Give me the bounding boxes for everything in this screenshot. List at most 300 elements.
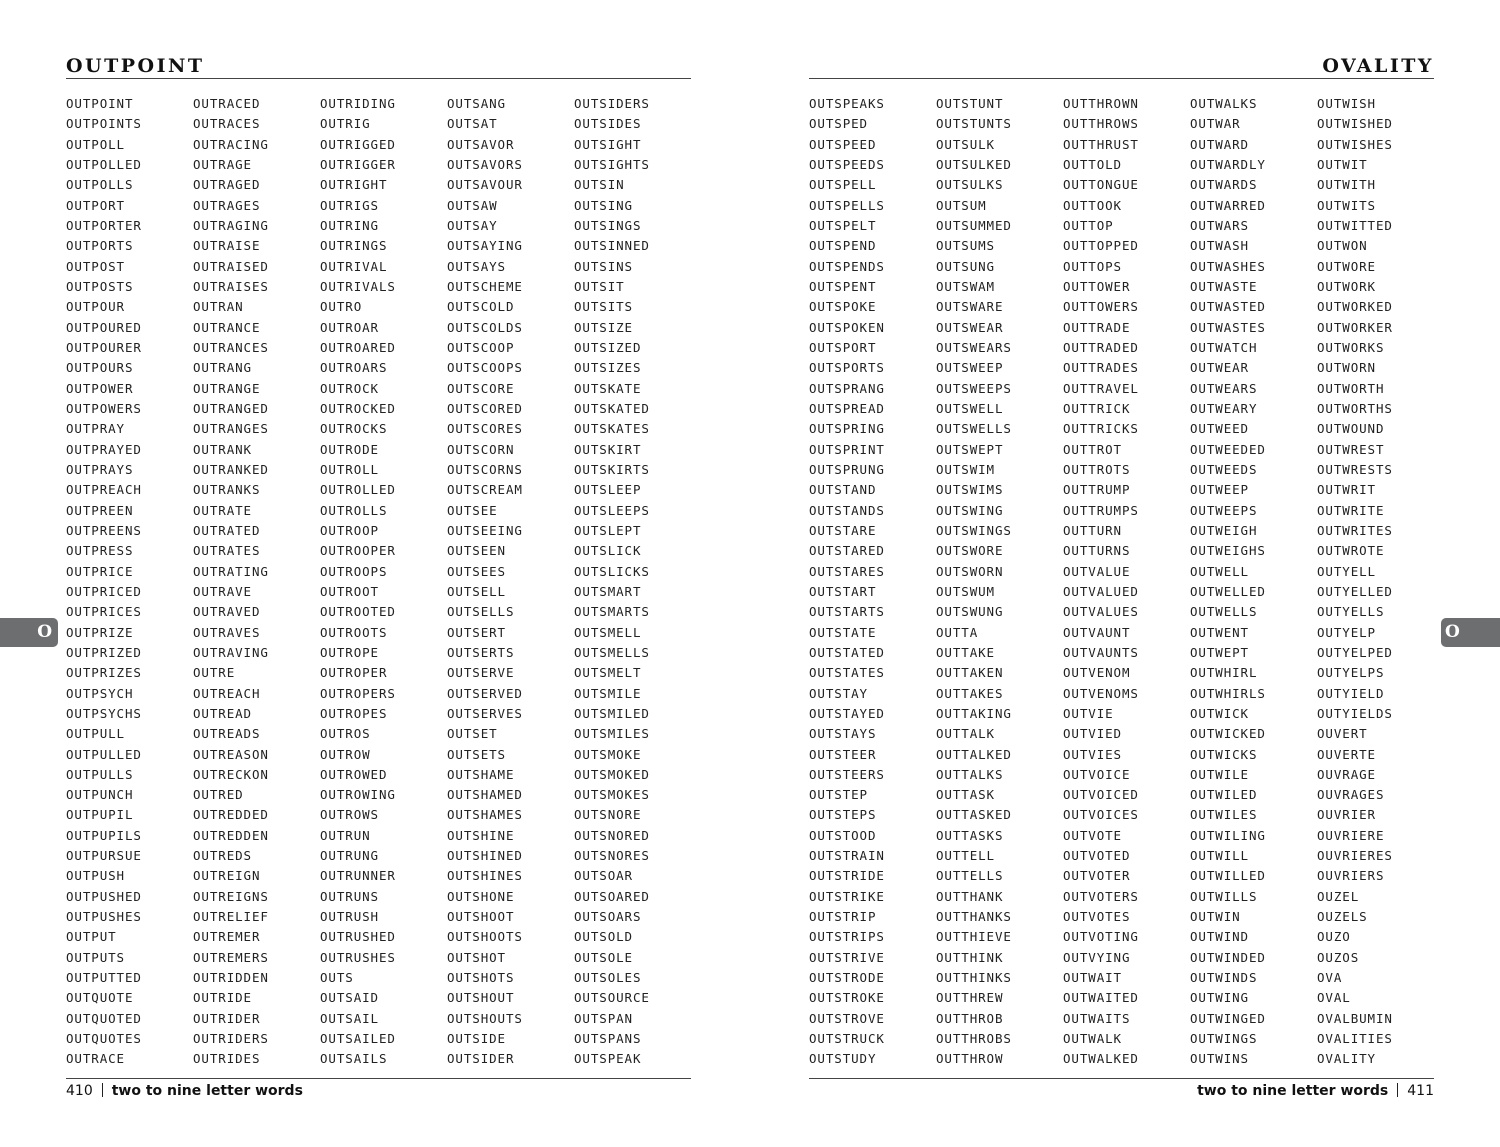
word-entry: OUTS <box>320 970 354 986</box>
word-entry: OUTPUPIL <box>66 807 134 823</box>
word-entry: OUTWEEPS <box>1190 502 1258 518</box>
word-entry: OUTSPEED <box>809 136 877 152</box>
word-entry: OUTWASH <box>1190 238 1249 254</box>
word-entry: OUTSTRIPS <box>809 929 885 945</box>
word-entry: OUTSTART <box>809 583 877 599</box>
word-entry: OUTREMERS <box>193 949 269 965</box>
word-entry: OUTVOTE <box>1063 827 1122 843</box>
word-entry: OUTSAW <box>447 197 498 213</box>
word-entry: OUTSLEPT <box>574 522 642 538</box>
word-entry: OUTSERVED <box>447 685 523 701</box>
word-entry: OUTSMILED <box>574 705 650 721</box>
word-entry: OUTRIGS <box>320 197 379 213</box>
word-entry: OUTSMART <box>574 583 642 599</box>
word-entry: OVALBUMIN <box>1317 1010 1393 1026</box>
word-entry: OUTYELL <box>1317 563 1376 579</box>
thumb-index-tab-right <box>1441 618 1500 647</box>
word-entry: OUTVIED <box>1063 726 1122 742</box>
word-entry: OUTSOURCE <box>574 990 650 1006</box>
word-entry: OUTROPES <box>320 705 388 721</box>
word-entry: OUTTHRUST <box>1063 136 1139 152</box>
word-entry: OUTREMER <box>193 929 261 945</box>
word-entry: OUTSWIM <box>936 461 995 477</box>
word-entry: OUTVOTER <box>1063 868 1131 884</box>
word-entry: OUTRAISES <box>193 278 269 294</box>
word-entry: OUTSTOOD <box>809 827 877 843</box>
word-entry: OUTRAGES <box>193 197 261 213</box>
word-entry: OUTVALUED <box>1063 583 1139 599</box>
word-entry: OUTVOTERS <box>1063 888 1139 904</box>
word-entry: OUTRO <box>320 299 363 315</box>
word-entry: OUTWITTED <box>1317 217 1393 233</box>
word-entry: OUTVOICES <box>1063 807 1139 823</box>
word-entry: OUTSWELLS <box>936 421 1012 437</box>
word-entry: OUTTONGUE <box>1063 177 1139 193</box>
word-entry: OUTSPED <box>809 116 868 132</box>
word-entry: OUTSCORED <box>447 400 523 416</box>
word-entry: OUTWELLED <box>1190 583 1266 599</box>
word-entry: OUVRIER <box>1317 807 1376 823</box>
word-entry: OUTTROTS <box>1063 461 1131 477</box>
word-entry: OUTSET <box>447 726 498 742</box>
word-entry: OUTRIDING <box>320 96 396 111</box>
page-header <box>66 56 691 79</box>
word-entry: OUTTELL <box>936 848 995 864</box>
word-entry: OUTTRADES <box>1063 360 1139 376</box>
word-entry: OUTSLEEPS <box>574 502 650 518</box>
word-entry: OUTPORTER <box>66 217 142 233</box>
word-entry: OUTRIG <box>320 116 371 132</box>
word-entry: OUTSWARE <box>936 299 1004 315</box>
word-entry: OUTRATING <box>193 563 269 579</box>
word-entry: OUTRACES <box>193 116 261 132</box>
word-entry: OUTSELLS <box>447 604 515 620</box>
word-entry: OUTSTATES <box>809 665 885 681</box>
word-entry: OUTTROT <box>1063 441 1122 457</box>
word-entry: OUTPUTS <box>66 949 125 965</box>
word-entry: OUTWARS <box>1190 217 1249 233</box>
word-entry: OUTWICKED <box>1190 726 1266 742</box>
word-entry: OUTRANGE <box>193 380 261 396</box>
word-entry: OUTSWEAR <box>936 319 1004 335</box>
word-entry: OUTTOOK <box>1063 197 1122 213</box>
word-entry: OUTWINGED <box>1190 1010 1266 1026</box>
word-entry: OUTVIES <box>1063 746 1122 762</box>
word-entry: OUTRUNS <box>320 888 379 904</box>
word-entry: OUTSAILS <box>320 1051 388 1067</box>
word-entry: OUTPOURS <box>66 360 134 376</box>
word-entry: OUVERTE <box>1317 746 1376 762</box>
word-entry: OUTSPENT <box>809 278 877 294</box>
word-entry: OUTRIDER <box>193 1010 261 1026</box>
word-entry: OUTSKATED <box>574 400 650 416</box>
word-entry: OUTSIDERS <box>574 96 650 111</box>
word-entry: OUTSOLD <box>574 929 633 945</box>
word-entry: OUTTASKED <box>936 807 1012 823</box>
word-entry: OUTSPEAKS <box>809 96 885 111</box>
footer-divider <box>809 1078 1434 1079</box>
word-entry: OUTSWEPT <box>936 441 1004 457</box>
word-entry: OUTWREST <box>1317 441 1385 457</box>
word-entry: OUTPOURED <box>66 319 142 335</box>
word-entry: OUTSAVORS <box>447 156 523 172</box>
word-entry: OUTSERVE <box>447 665 515 681</box>
page-number: 410 <box>66 1083 93 1099</box>
word-entry: OUTTHINKS <box>936 970 1012 986</box>
word-entry: OUTSWUNG <box>936 604 1004 620</box>
word-entry: OUVRAGES <box>1317 787 1385 803</box>
word-entry: OUTWASHES <box>1190 258 1266 274</box>
word-entry: OUTSOARED <box>574 888 650 904</box>
word-entry: OUTWASTE <box>1190 278 1258 294</box>
word-entry: OUVERT <box>1317 726 1368 742</box>
word-entry: OUTWING <box>1190 990 1249 1006</box>
word-entry: OUTSIT <box>574 278 625 294</box>
word-entry: OUTRANKED <box>193 461 269 477</box>
word-entry: OUTSCORN <box>447 441 515 457</box>
word-entry: OUTSIZES <box>574 360 642 376</box>
word-entry: OUTPOINT <box>66 96 134 111</box>
word-entry: OUTSHINED <box>447 848 523 864</box>
word-entry: OVAL <box>1317 990 1351 1006</box>
word-entry: OUTWEARY <box>1190 400 1258 416</box>
word-entry: OUTPRICED <box>66 583 142 599</box>
word-entry: OUTRIDDEN <box>193 970 269 986</box>
word-entry: OUTROWING <box>320 787 396 803</box>
word-entry: OUTSAILED <box>320 1031 396 1047</box>
word-entry: OUTTOPPED <box>1063 238 1139 254</box>
word-columns <box>66 94 691 1069</box>
word-entry: OUTREDS <box>193 848 252 864</box>
word-entry: OUTSCORE <box>447 380 515 396</box>
word-entry: OUTSTANDS <box>809 502 885 518</box>
word-entry: OUTWILE <box>1190 766 1249 782</box>
word-entry: OUTPRAY <box>66 421 125 437</box>
word-entry: OUTSEEING <box>447 522 523 538</box>
word-entry: OVA <box>1317 970 1343 986</box>
word-entry: OUTSHAMES <box>447 807 523 823</box>
word-entry: OUTSTRUCK <box>809 1031 885 1047</box>
word-entry: OUZELS <box>1317 909 1368 925</box>
word-entry: OUTWHIRL <box>1190 665 1258 681</box>
word-entry: OUTSERT <box>447 624 506 640</box>
word-entry: OUTREACH <box>193 685 261 701</box>
word-entry: OUTRATES <box>193 543 261 559</box>
thumb-index-tab-left <box>0 618 58 647</box>
word-column <box>1317 94 1444 1070</box>
word-entry: OUTTHROB <box>936 1010 1004 1026</box>
word-entry: OUTSITS <box>574 299 633 315</box>
word-entry: OUTWROTE <box>1317 543 1385 559</box>
word-entry: OUTVOTED <box>1063 848 1131 864</box>
word-entry: OUTRANGED <box>193 400 269 416</box>
word-entry: OUTSKIRT <box>574 441 642 457</box>
word-column <box>66 94 193 1070</box>
word-entry: OUTWINDED <box>1190 949 1266 965</box>
word-entry: OUTPSYCHS <box>66 705 142 721</box>
word-entry: OUTROS <box>320 726 371 742</box>
word-entry: OUTSLEEP <box>574 482 642 498</box>
page-footer <box>66 1081 303 1101</box>
word-entry: OUTSTEPS <box>809 807 877 823</box>
word-entry: OUTVOICE <box>1063 766 1131 782</box>
word-entry: OUTSHOOTS <box>447 929 523 945</box>
word-entry: OUTPUSHED <box>66 888 142 904</box>
word-entry: OUTTHANKS <box>936 909 1012 925</box>
word-entry: OUTROPE <box>320 644 379 660</box>
word-entry: OUTPRIZE <box>66 624 134 640</box>
word-entry: OUTWHIRLS <box>1190 685 1266 701</box>
word-entry: OUTWILLS <box>1190 888 1258 904</box>
thumb-index-letter: O <box>1445 622 1460 642</box>
word-entry: OUTRINGS <box>320 238 388 254</box>
word-entry: OUVRAGE <box>1317 766 1376 782</box>
word-entry: OUTPSYCH <box>66 685 134 701</box>
word-entry: OUTWICKS <box>1190 746 1258 762</box>
word-entry: OUTSOAR <box>574 868 633 884</box>
word-entry: OUTSOLES <box>574 970 642 986</box>
word-entry: OUTSMOKED <box>574 766 650 782</box>
word-entry: OUTRUSHED <box>320 929 396 945</box>
word-entry: OUTSERVES <box>447 705 523 721</box>
page-header <box>809 56 1434 79</box>
word-entry: OUTWIT <box>1317 156 1368 172</box>
word-entry: OUTSCOOPS <box>447 360 523 376</box>
word-entry: OUTSTARTS <box>809 604 885 620</box>
word-entry: OUTWEPT <box>1190 644 1249 660</box>
word-entry: OUTWAITED <box>1063 990 1139 1006</box>
word-entry: OUTREDDEN <box>193 827 269 843</box>
word-entry: OUTPREENS <box>66 522 142 538</box>
word-entry: OUTWENT <box>1190 624 1249 640</box>
word-entry: OUTWILING <box>1190 827 1266 843</box>
word-entry: OUTVAUNT <box>1063 624 1131 640</box>
word-entry: OUTSTAYS <box>809 726 877 742</box>
word-entry: OUTSING <box>574 197 633 213</box>
word-entry: OUTSERTS <box>447 644 515 660</box>
word-entry: OUTSPRANG <box>809 380 885 396</box>
word-entry: OUTRUN <box>320 827 371 843</box>
word-entry: OUTSELL <box>447 583 506 599</box>
word-entry: OUTPRIZED <box>66 644 142 660</box>
word-entry: OUTSHINES <box>447 868 523 884</box>
word-entry: OUTTHINK <box>936 949 1004 965</box>
word-entry: OUTSTRIVE <box>809 949 885 965</box>
word-entry: OUTWITH <box>1317 177 1376 193</box>
word-entry: OUTWORTHS <box>1317 400 1393 416</box>
word-entry: OUTPUNCH <box>66 787 134 803</box>
word-entry: OUTTOLD <box>1063 156 1122 172</box>
word-entry: OUTSKATE <box>574 380 642 396</box>
word-entry: OUTSAVOR <box>447 136 515 152</box>
word-entry: OUTSINGS <box>574 217 642 233</box>
word-entry: OUTSAIL <box>320 1010 379 1026</box>
word-entry: OUTWINDS <box>1190 970 1258 986</box>
footer-divider <box>66 1078 691 1079</box>
word-entry: OUTSTRAIN <box>809 848 885 864</box>
word-entry: OUTTELLS <box>936 868 1004 884</box>
word-entry: OUTRIDE <box>193 990 252 1006</box>
word-entry: OUTSTAY <box>809 685 868 701</box>
word-entry: OUTSPEAK <box>574 1051 642 1067</box>
word-entry: OUTRACE <box>66 1051 125 1067</box>
word-column <box>193 94 320 1070</box>
word-entry: OUTRAGING <box>193 217 269 233</box>
word-entry: OUTVYING <box>1063 949 1131 965</box>
word-entry: OUTTALK <box>936 726 995 742</box>
word-entry: OUTRUNNER <box>320 868 396 884</box>
word-entry: OUTWILES <box>1190 807 1258 823</box>
word-entry: OUTPORT <box>66 197 125 213</box>
word-entry: OUTWORE <box>1317 258 1376 274</box>
word-entry: OUTSHONE <box>447 888 515 904</box>
word-entry: OUTPOSTS <box>66 278 134 294</box>
word-entry: OUTWON <box>1317 238 1368 254</box>
word-entry: OUTSINS <box>574 258 633 274</box>
word-entry: OUTWRESTS <box>1317 461 1393 477</box>
word-entry: OUTWRIT <box>1317 482 1376 498</box>
word-entry: OUTTAKE <box>936 644 995 660</box>
word-entry: OUZEL <box>1317 888 1360 904</box>
word-entry: OUTPOURER <box>66 339 142 355</box>
word-entry: OUTSHOT <box>447 949 506 965</box>
word-entry: OUTRAVED <box>193 604 261 620</box>
word-entry: OUTVALUE <box>1063 563 1131 579</box>
word-entry: OUTWALKED <box>1063 1051 1139 1067</box>
word-entry: OUTRAN <box>193 299 244 315</box>
word-entry: OUTWELL <box>1190 563 1249 579</box>
word-entry: OUTSETS <box>447 746 506 762</box>
word-entry: OUTPRICE <box>66 563 134 579</box>
word-entry: OUTSEEN <box>447 543 506 559</box>
word-entry: OUTTRADED <box>1063 339 1139 355</box>
word-entry: OUTRING <box>320 217 379 233</box>
word-entry: OUTSHAME <box>447 766 515 782</box>
word-entry: OUTTRUMP <box>1063 482 1131 498</box>
word-entry: OUTRANCES <box>193 339 269 355</box>
word-entry: OUTSPEND <box>809 238 877 254</box>
word-entry: OUTWIN <box>1190 909 1241 925</box>
word-entry: OUTSPELT <box>809 217 877 233</box>
word-entry: OUTWILED <box>1190 787 1258 803</box>
word-entry: OUTRIDERS <box>193 1031 269 1047</box>
word-entry: OUTRUSH <box>320 909 379 925</box>
word-entry: OUTSLICK <box>574 543 642 559</box>
word-entry: OUTRIGGER <box>320 156 396 172</box>
word-entry: OUTTRICKS <box>1063 421 1139 437</box>
word-entry: OUTTASK <box>936 787 995 803</box>
word-entry: OUTTRAVEL <box>1063 380 1139 396</box>
word-entry: OUTSWEEP <box>936 360 1004 376</box>
word-entry: OUTSIDES <box>574 116 642 132</box>
word-entry: OUTRAISE <box>193 238 261 254</box>
word-entry: OUTSTAND <box>809 482 877 498</box>
word-entry: OUTSPELL <box>809 177 877 193</box>
word-entry: OUTRAISED <box>193 258 269 274</box>
word-entry: OUTTRADE <box>1063 319 1131 335</box>
word-entry: OUTSPEEDS <box>809 156 885 172</box>
word-entry: OUTSTRODE <box>809 970 885 986</box>
word-entry: OUTQUOTES <box>66 1031 142 1047</box>
word-column <box>1063 94 1190 1070</box>
word-entry: OUTWARDLY <box>1190 156 1266 172</box>
word-entry: OUTTOPS <box>1063 258 1122 274</box>
word-entry: OUTWASTES <box>1190 319 1266 335</box>
word-entry: OUTSULK <box>936 136 995 152</box>
word-entry: OUTSPOKE <box>809 299 877 315</box>
word-entry: OUTRAVE <box>193 583 252 599</box>
word-entry: OUTPOWER <box>66 380 134 396</box>
word-entry: OUTYELPED <box>1317 644 1393 660</box>
word-entry: OUTQUOTED <box>66 1010 142 1026</box>
word-entry: OUTRANG <box>193 360 252 376</box>
word-entry: OUTSMOKES <box>574 787 650 803</box>
word-entry: OUTRUNG <box>320 848 379 864</box>
word-entry: OUTTALKED <box>936 746 1012 762</box>
word-entry: OUTTRICK <box>1063 400 1131 416</box>
word-entry: OUTROARED <box>320 339 396 355</box>
word-entry: OUTRECKON <box>193 766 269 782</box>
word-entry: OUTSWORN <box>936 563 1004 579</box>
word-entry: OUTRACED <box>193 96 261 111</box>
word-entry: OUTWORTH <box>1317 380 1385 396</box>
word-entry: OUTWARDS <box>1190 177 1258 193</box>
word-entry: OUTSTATE <box>809 624 877 640</box>
word-column <box>574 94 701 1070</box>
word-entry: OUTSIGHTS <box>574 156 650 172</box>
word-entry: OUTTRUMPS <box>1063 502 1139 518</box>
word-entry: OUTSHOTS <box>447 970 515 986</box>
word-entry: OUTROLL <box>320 461 379 477</box>
word-entry: OUTSPORT <box>809 339 877 355</box>
word-entry: OUTSTEP <box>809 787 868 803</box>
word-entry: OUTYELPS <box>1317 665 1385 681</box>
word-entry: OUTSKATES <box>574 421 650 437</box>
word-entry: OUTSEE <box>447 502 498 518</box>
word-entry: OUTRANGES <box>193 421 269 437</box>
word-entry: OUTRANK <box>193 441 252 457</box>
word-entry: OUTSMILE <box>574 685 642 701</box>
word-entry: OUTSCORES <box>447 421 523 437</box>
word-entry: OUTTOWERS <box>1063 299 1139 315</box>
word-entry: OUTWEEDS <box>1190 461 1258 477</box>
word-entry: OUZOS <box>1317 949 1360 965</box>
word-entry: OUTWRITES <box>1317 522 1393 538</box>
word-entry: OUTSPRINT <box>809 441 885 457</box>
word-entry: OUTROLLS <box>320 502 388 518</box>
footer-separator <box>1397 1083 1398 1097</box>
word-entry: OUTSWINGS <box>936 522 1012 538</box>
word-entry: OUTSWAM <box>936 278 995 294</box>
word-entry: OUTTA <box>936 624 979 640</box>
word-entry: OUTSPELLS <box>809 197 885 213</box>
word-entry: OUTRATED <box>193 522 261 538</box>
word-entry: OUTSPREAD <box>809 400 885 416</box>
word-entry: OUTWORN <box>1317 360 1376 376</box>
word-entry: OUTTAKES <box>936 685 1004 701</box>
word-entry: OUTTAKEN <box>936 665 1004 681</box>
word-entry: OUTSULKS <box>936 177 1004 193</box>
word-entry: OUTRIDES <box>193 1051 261 1067</box>
word-column <box>809 94 936 1070</box>
word-entry: OUTTHREW <box>936 990 1004 1006</box>
word-entry: OUTSIDE <box>447 1031 506 1047</box>
word-entry: OUTPRIZES <box>66 665 142 681</box>
word-entry: OUTPULLS <box>66 766 134 782</box>
word-entry: OUTRAVING <box>193 644 269 660</box>
word-entry: OUTROOTS <box>320 624 388 640</box>
word-entry: OUTSTEER <box>809 746 877 762</box>
